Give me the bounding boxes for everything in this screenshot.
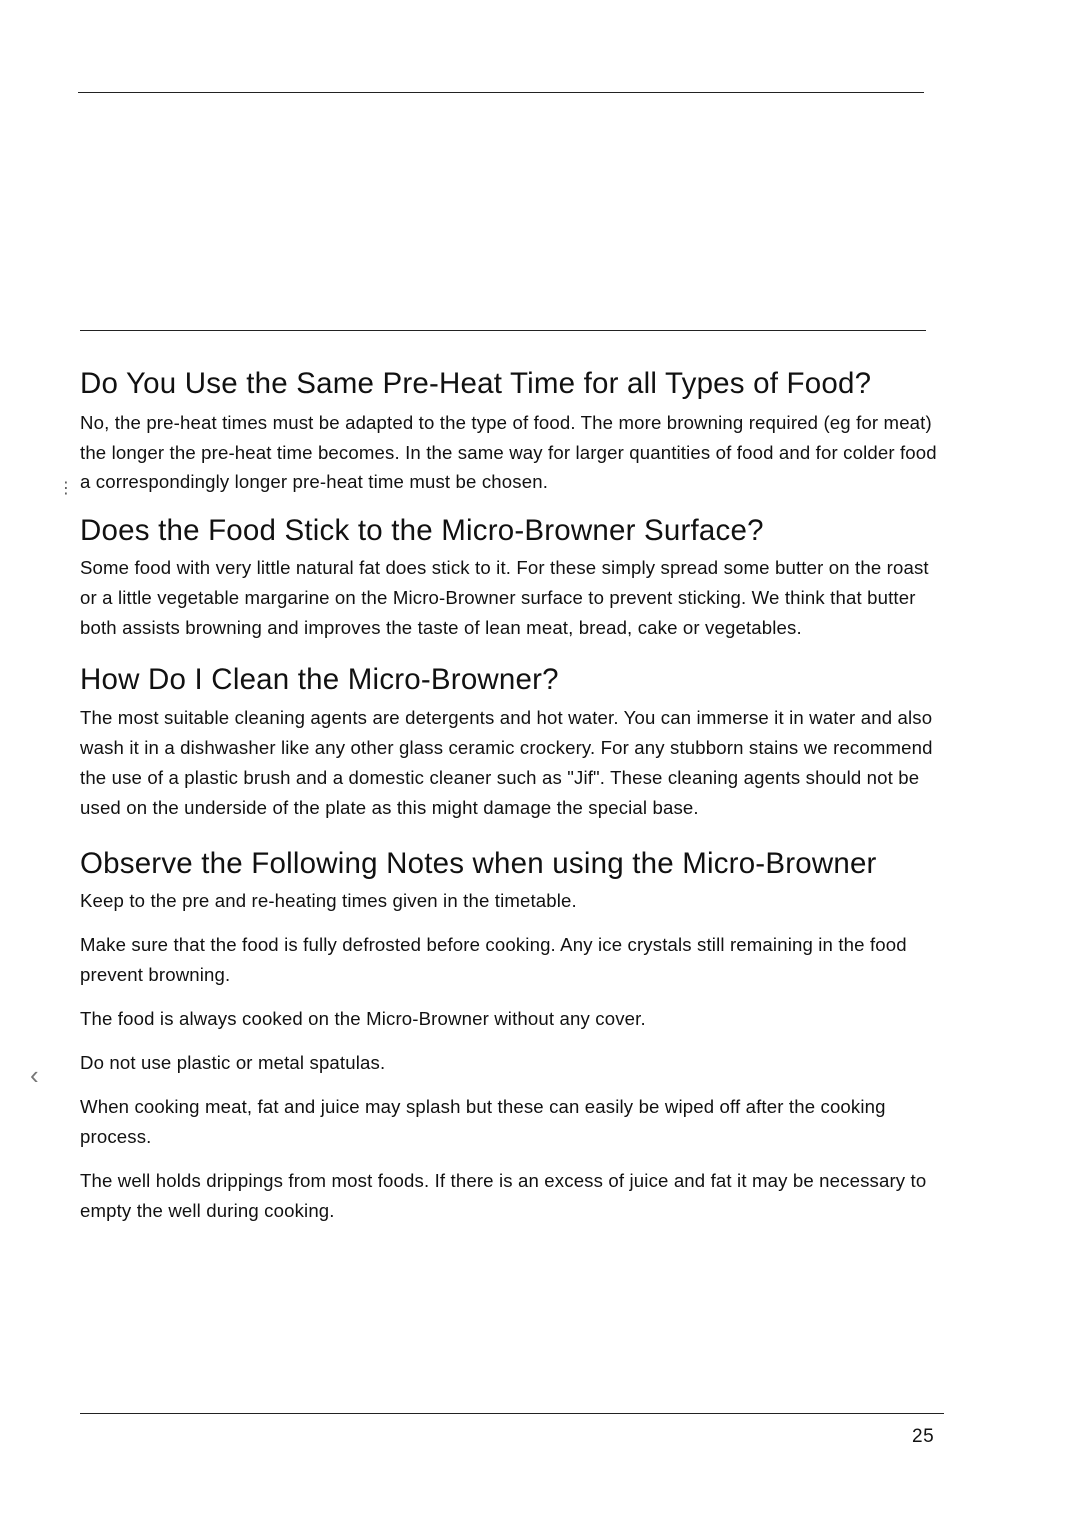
section-preheat-time xyxy=(80,365,942,497)
note-paragraph: The well holds drippings from most foods. If there is an excess of juice and fat it may be necessary to empty the well during cooking. xyxy=(80,1169,927,1221)
bottom-rule xyxy=(80,1413,944,1414)
note-paragraph: The food is always cooked on the Micro-Browner without any cover. xyxy=(80,1007,646,1029)
section-cleaning xyxy=(80,661,942,823)
section-paragraph: No, the pre-heat times must be adapted to the type of food. The more browning required (eg for meat) the longer the pre-heat time becomes. In the same way for larger quantities of food and for colder food a correspondingly longer pre-heat time must be chosen. xyxy=(80,412,937,492)
section-paragraph: The most suitable cleaning agents are detergents and hot water. You can immerse it in water and also wash it in a dishwasher like any other glass ceramic crockery. For any stubborn stains we recommend the use of a plastic brush and a domestic cleaner such as "Jif". These cleaning agents should not be used on the underside of the plate as this might damage the special base. xyxy=(80,706,933,818)
note-paragraph: Keep to the pre and re-heating times given in the timetable. xyxy=(80,889,577,911)
section-heading: Do You Use the Same Pre-Heat Time for all Types of Food? xyxy=(80,367,872,400)
section-rule xyxy=(80,330,926,331)
section-heading: Does the Food Stick to the Micro-Browner Surface? xyxy=(80,513,764,547)
section-notes xyxy=(80,846,942,1226)
note-paragraph: When cooking meat, fat and juice may splash but these can easily be wiped off after the cooking process. xyxy=(80,1095,886,1147)
section-food-stick xyxy=(80,512,942,643)
page-number: 25 xyxy=(912,1426,935,1447)
scan-mark: ‹ xyxy=(30,1060,39,1090)
section-paragraph: Some food with very little natural fat does stick to it. For these simply spread some butter on the roast or a little vegetable margarine on the Micro-Browner surface to prevent sticking. We think that butter both assists browning and improves the taste of lean meat, bread, cake or vegetables. xyxy=(80,556,929,638)
top-rule xyxy=(78,92,924,93)
note-paragraph: Do not use plastic or metal spatulas. xyxy=(80,1051,386,1073)
scan-mark: ⋮ xyxy=(58,480,74,497)
note-paragraph: Make sure that the food is fully defrosted before cooking. Any ice crystals still remaining in the food prevent browning. xyxy=(80,933,907,985)
page-content xyxy=(80,365,942,1240)
section-heading: How Do I Clean the Micro-Browner? xyxy=(80,662,559,696)
section-heading: Observe the Following Notes when using the Micro-Browner xyxy=(80,846,877,880)
